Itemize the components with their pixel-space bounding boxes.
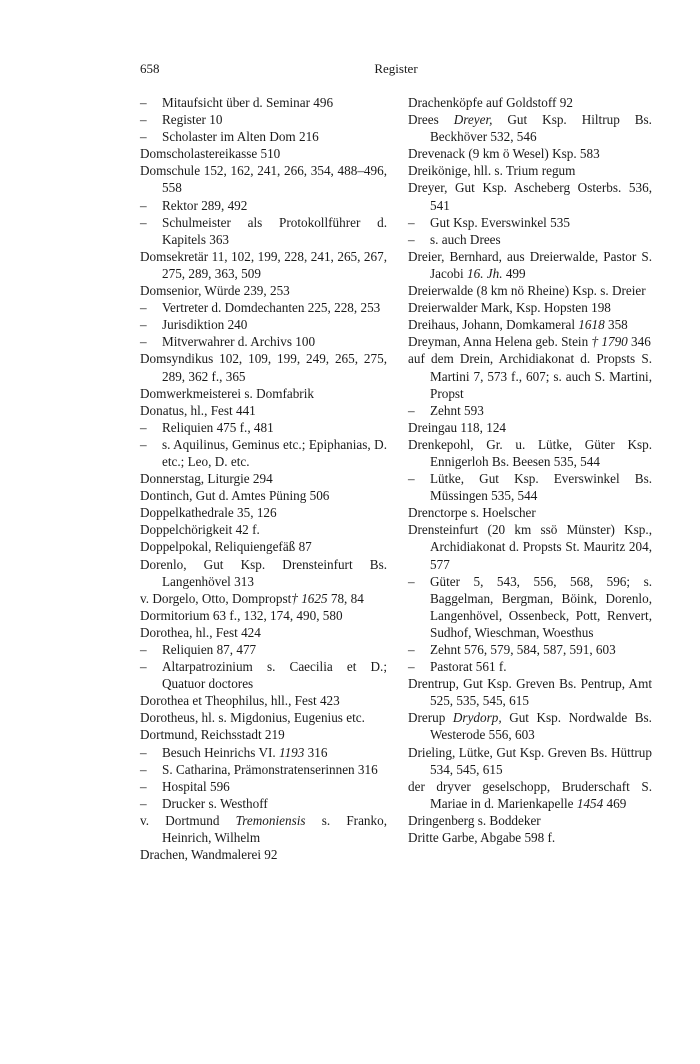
index-subentry — [140, 214, 387, 248]
entry-text: Zehnt 593 — [430, 402, 484, 418]
entry-text: Dreierwalde (8 km nö Rheine) Ksp. s. Dreier — [408, 283, 646, 299]
entry-text: Drenctorpe s. Hoelscher — [408, 505, 536, 521]
entry-text: Dreihaus, Johann, Domkameral — [408, 317, 575, 333]
entry-text: Rektor 289, 492 — [162, 197, 248, 213]
index-subentry — [408, 402, 652, 419]
entry-text: Drachenköpfe auf Goldstoff 92 — [408, 95, 573, 110]
subentry-dash: – — [140, 112, 147, 128]
index-entry — [140, 590, 387, 607]
entry-text: Doppelpokal, Reliquiengefäß 87 — [140, 539, 312, 555]
entry-italic: Drydorp, — [445, 710, 502, 726]
entry-text: Lütke, Gut Ksp. Everswinkel Bs. Müssingen 535, 544 — [430, 471, 652, 504]
index-entry — [140, 846, 387, 863]
index-entry — [408, 419, 652, 436]
entry-text: Vertreter d. Domdechanten 225, 228, 253 — [162, 300, 381, 316]
index-subentry — [140, 333, 387, 350]
index-subentry — [408, 641, 652, 658]
entry-text: Dorothea, hl., Fest 424 — [140, 624, 261, 640]
entry-text: Dorotheus, hl. s. Migdonius, Eugenius etc. — [140, 710, 365, 726]
index-entry — [408, 521, 652, 572]
running-title: Register — [374, 61, 418, 76]
entry-text: s. auch Drees — [430, 231, 501, 247]
index-entry — [408, 299, 652, 316]
subentry-dash: – — [140, 744, 147, 760]
entry-text: Zehnt 576, 579, 584, 587, 591, 603 — [430, 642, 616, 657]
index-entry — [140, 504, 387, 521]
index-entry — [140, 385, 387, 402]
entry-italic: 16. Jh. — [463, 265, 503, 281]
entry-text: Drees — [408, 112, 439, 128]
entry-italic: † 1790 — [588, 334, 628, 350]
index-entry — [408, 333, 652, 350]
entry-text: Altarpatrozinium s. Caecilia et D.; Quatuor doctores — [162, 659, 387, 692]
index-subentry — [140, 778, 387, 795]
entry-text: Reliquien 87, 477 — [162, 642, 257, 657]
entry-text: Drieling, Lütke, Gut Ksp. Greven Bs. Hüttrup 534, 545, 615 — [408, 744, 652, 777]
entry-text: Güter 5, 543, 556, 568, 596; s. Baggelman, Bergman, Böink, Dorenlo, Langenhövel, Ossenbeck, Pott, Renvert, Sudhof, Wieschman, Woesthus — [430, 573, 652, 640]
entry-text-after: 469 — [603, 795, 627, 811]
entry-text: Mitaufsicht über d. Seminar 496 — [162, 95, 334, 110]
index-entry — [408, 282, 652, 299]
entry-text: Dreikönige, hll. s. Trium regum — [408, 163, 576, 179]
subentry-dash: – — [140, 129, 147, 145]
entry-text: Register 10 — [162, 112, 223, 128]
entry-text: Drenkepohl, Gr. u. Lütke, Güter Ksp. Ennigerloh Bs. Beesen 535, 544 — [408, 436, 652, 469]
entry-text: Dreingau 118, 124 — [408, 419, 507, 435]
entry-text: Besuch Heinrichs VI. — [162, 744, 276, 760]
entry-text: Domsekretär 11, 102, 199, 228, 241, 265, 267, 275, 289, 363, 509 — [140, 248, 387, 281]
entry-text: Dreierwalder Mark, Ksp. Hopsten 198 — [408, 300, 611, 316]
index-subentry — [140, 316, 387, 333]
index-entry — [408, 350, 652, 401]
entry-italic: Dreyer, — [438, 112, 493, 128]
index-subentry — [408, 470, 652, 504]
entry-text: Dreyman, Anna Helena geb. Stein — [408, 334, 589, 350]
entry-text: Reliquien 475 f., 481 — [162, 419, 274, 435]
index-entry — [140, 470, 387, 487]
entry-text: der dryver geselschopp, Bruderschaft S. Mariae in d. Marienkapelle — [408, 778, 652, 811]
index-subentry — [140, 299, 387, 316]
index-entry — [408, 316, 652, 333]
subentry-dash: – — [140, 214, 147, 230]
index-entry — [140, 487, 387, 504]
entry-text: Domschule 152, 162, 241, 266, 354, 488–496, 558 — [140, 163, 387, 196]
subentry-dash: – — [140, 419, 147, 435]
index-subentry — [408, 231, 652, 248]
index-subentry — [140, 761, 387, 778]
entry-text: Dritte Garbe, Abgabe 598 f. — [408, 830, 556, 846]
subentry-dash: – — [140, 197, 147, 213]
index-entry — [140, 692, 387, 709]
entry-text-after: 78, 84 — [327, 590, 364, 606]
subentry-dash: – — [140, 761, 147, 777]
index-subentry — [140, 197, 387, 214]
index-entry — [140, 282, 387, 299]
entry-text: Domsyndikus 102, 109, 199, 249, 265, 275, 289, 362 f., 365 — [140, 351, 387, 384]
index-subentry — [140, 128, 387, 145]
subentry-dash: – — [140, 436, 147, 452]
index-subentry — [140, 795, 387, 812]
entry-italic: † 1625 — [291, 590, 328, 606]
index-entry — [408, 111, 652, 145]
index-subentry — [140, 419, 387, 436]
entry-text: S. Catharina, Prämonstratenserinnen 316 — [162, 761, 378, 777]
entry-italic: 1454 — [573, 795, 604, 811]
index-subentry — [408, 214, 652, 231]
index-entry — [140, 350, 387, 384]
subentry-dash: – — [408, 231, 415, 247]
index-entry — [140, 521, 387, 538]
entry-text: Domscholastereikasse 510 — [140, 146, 281, 162]
entry-italic: 1193 — [275, 744, 305, 760]
entry-text: Dormitorium 63 f., 132, 174, 490, 580 — [140, 607, 343, 623]
entry-text: Dorenlo, Gut Ksp. Drensteinfurt Bs. Langenhövel 313 — [140, 556, 387, 589]
entry-text: Hospital 596 — [162, 778, 230, 794]
index-entry — [408, 709, 652, 743]
entry-text: s. Aquilinus, Geminus etc.; Epiphanias, D. etc.; Leo, D. etc. — [162, 436, 387, 469]
entry-italic: 1618 — [575, 317, 605, 333]
entry-text: Mitverwahrer d. Archivs 100 — [162, 334, 316, 350]
subentry-dash: – — [140, 778, 147, 794]
entry-text: Dreyer, Gut Ksp. Ascheberg Osterbs. 536, 541 — [408, 180, 652, 213]
subentry-dash: – — [408, 642, 415, 657]
entry-text: Dortmund, Reichsstadt 219 — [140, 727, 285, 743]
index-entry — [408, 778, 652, 812]
entry-text: Drucker s. Westhoff — [162, 795, 268, 811]
index-column-right — [408, 94, 652, 846]
subentry-dash: – — [408, 214, 415, 230]
subentry-dash: – — [140, 95, 147, 110]
entry-text: Gut Ksp. Everswinkel 535 — [430, 214, 570, 230]
subentry-dash: – — [140, 300, 147, 316]
index-entry — [408, 812, 652, 829]
index-entry — [140, 248, 387, 282]
entry-text: Domsenior, Würde 239, 253 — [140, 283, 290, 299]
page-header — [140, 61, 652, 81]
index-subentry — [140, 436, 387, 470]
entry-text-after: 346 — [627, 334, 651, 350]
index-entry — [408, 436, 652, 470]
entry-text: Drerup — [408, 710, 446, 726]
entry-text: v. Dorgelo, Otto, Dompropst — [140, 590, 292, 606]
entry-text: Dontinch, Gut d. Amtes Püning 506 — [140, 488, 330, 504]
subentry-dash: – — [408, 471, 415, 487]
index-subentry — [140, 94, 387, 111]
index-entry — [140, 812, 387, 846]
index-entry — [140, 607, 387, 624]
entry-text-after: Gut Ksp. Nordwalde Bs. Westerode 556, 603 — [430, 710, 652, 743]
subentry-dash: – — [140, 659, 147, 675]
entry-text-after: 499 — [502, 265, 526, 281]
index-entry — [408, 829, 652, 846]
entry-text: Drentrup, Gut Ksp. Greven Bs. Pentrup, Amt 525, 535, 545, 615 — [408, 676, 652, 709]
page-number: 658 — [140, 61, 160, 76]
entry-text: Dreier, Bernhard, aus Dreierwalde, Pastor S. Jacobi — [408, 248, 652, 281]
subentry-dash: – — [408, 573, 415, 589]
entry-text-after: s. Franko, Heinrich, Wilhelm — [162, 812, 388, 846]
entry-text: Drevenack (9 km ö Wesel) Ksp. 583 — [408, 146, 600, 162]
index-subentry — [140, 744, 387, 761]
index-entry — [140, 556, 387, 590]
index-entry — [140, 162, 387, 196]
index-entry — [140, 709, 387, 726]
entry-text: Dorothea et Theophilus, hll., Fest 423 — [140, 693, 340, 709]
index-entry — [408, 744, 652, 778]
index-subentry — [140, 658, 387, 692]
entry-text: Jurisdiktion 240 — [162, 317, 248, 333]
entry-text: Drensteinfurt (20 km ssö Münster) Ksp., Archidiakonat d. Propsts St. Mauritz 204, 577 — [408, 522, 652, 572]
entry-text-after: 358 — [604, 317, 628, 333]
index-entry — [140, 726, 387, 743]
index-entry — [140, 402, 387, 419]
entry-text: Drachen, Wandmalerei 92 — [140, 847, 278, 863]
entry-text: Pastorat 561 f. — [430, 659, 507, 675]
index-entry — [140, 538, 387, 555]
subentry-dash: – — [140, 642, 147, 657]
entry-text: Domwerkmeisterei s. Domfabrik — [140, 385, 314, 401]
entry-italic: Tremoniensis — [219, 812, 306, 828]
subentry-dash: – — [140, 334, 147, 350]
index-subentry — [408, 573, 652, 641]
entry-text: Dringenberg s. Boddeker — [408, 812, 541, 828]
index-entry — [140, 145, 387, 162]
subentry-dash: – — [140, 795, 147, 811]
index-subentry — [408, 658, 652, 675]
index-entry — [408, 179, 652, 213]
entry-text: Donatus, hl., Fest 441 — [140, 402, 256, 418]
index-entry — [408, 94, 652, 111]
entry-text: Doppelkathedrale 35, 126 — [140, 505, 277, 521]
index-entry — [408, 675, 652, 709]
index-entry — [408, 248, 652, 282]
index-subentry — [140, 641, 387, 658]
index-entry — [408, 162, 652, 179]
subentry-dash: – — [408, 659, 415, 675]
entry-text: Scholaster im Alten Dom 216 — [162, 129, 319, 145]
index-entry — [408, 145, 652, 162]
subentry-dash: – — [140, 317, 147, 333]
index-subentry — [140, 111, 387, 128]
entry-text: auf dem Drein, Archidiakonat d. Propsts S. Martini 7, 573 f., 607; s. auch S. Martini, Propst — [408, 351, 652, 401]
entry-text: Doppelchörigkeit 42 f. — [140, 522, 260, 538]
subentry-dash: – — [408, 402, 415, 418]
entry-text-after: 316 — [304, 744, 328, 760]
entry-text-after: Gut Ksp. Hiltrup Bs. Beckhöver 532, 546 — [430, 112, 652, 145]
entry-text: v. Dortmund — [140, 812, 220, 828]
index-column-left — [140, 94, 387, 863]
index-entry — [408, 504, 652, 521]
index-entry — [140, 624, 387, 641]
entry-text: Donnerstag, Liturgie 294 — [140, 471, 273, 487]
entry-text: Schulmeister als Protokollführer d. Kapitels 363 — [162, 214, 387, 247]
